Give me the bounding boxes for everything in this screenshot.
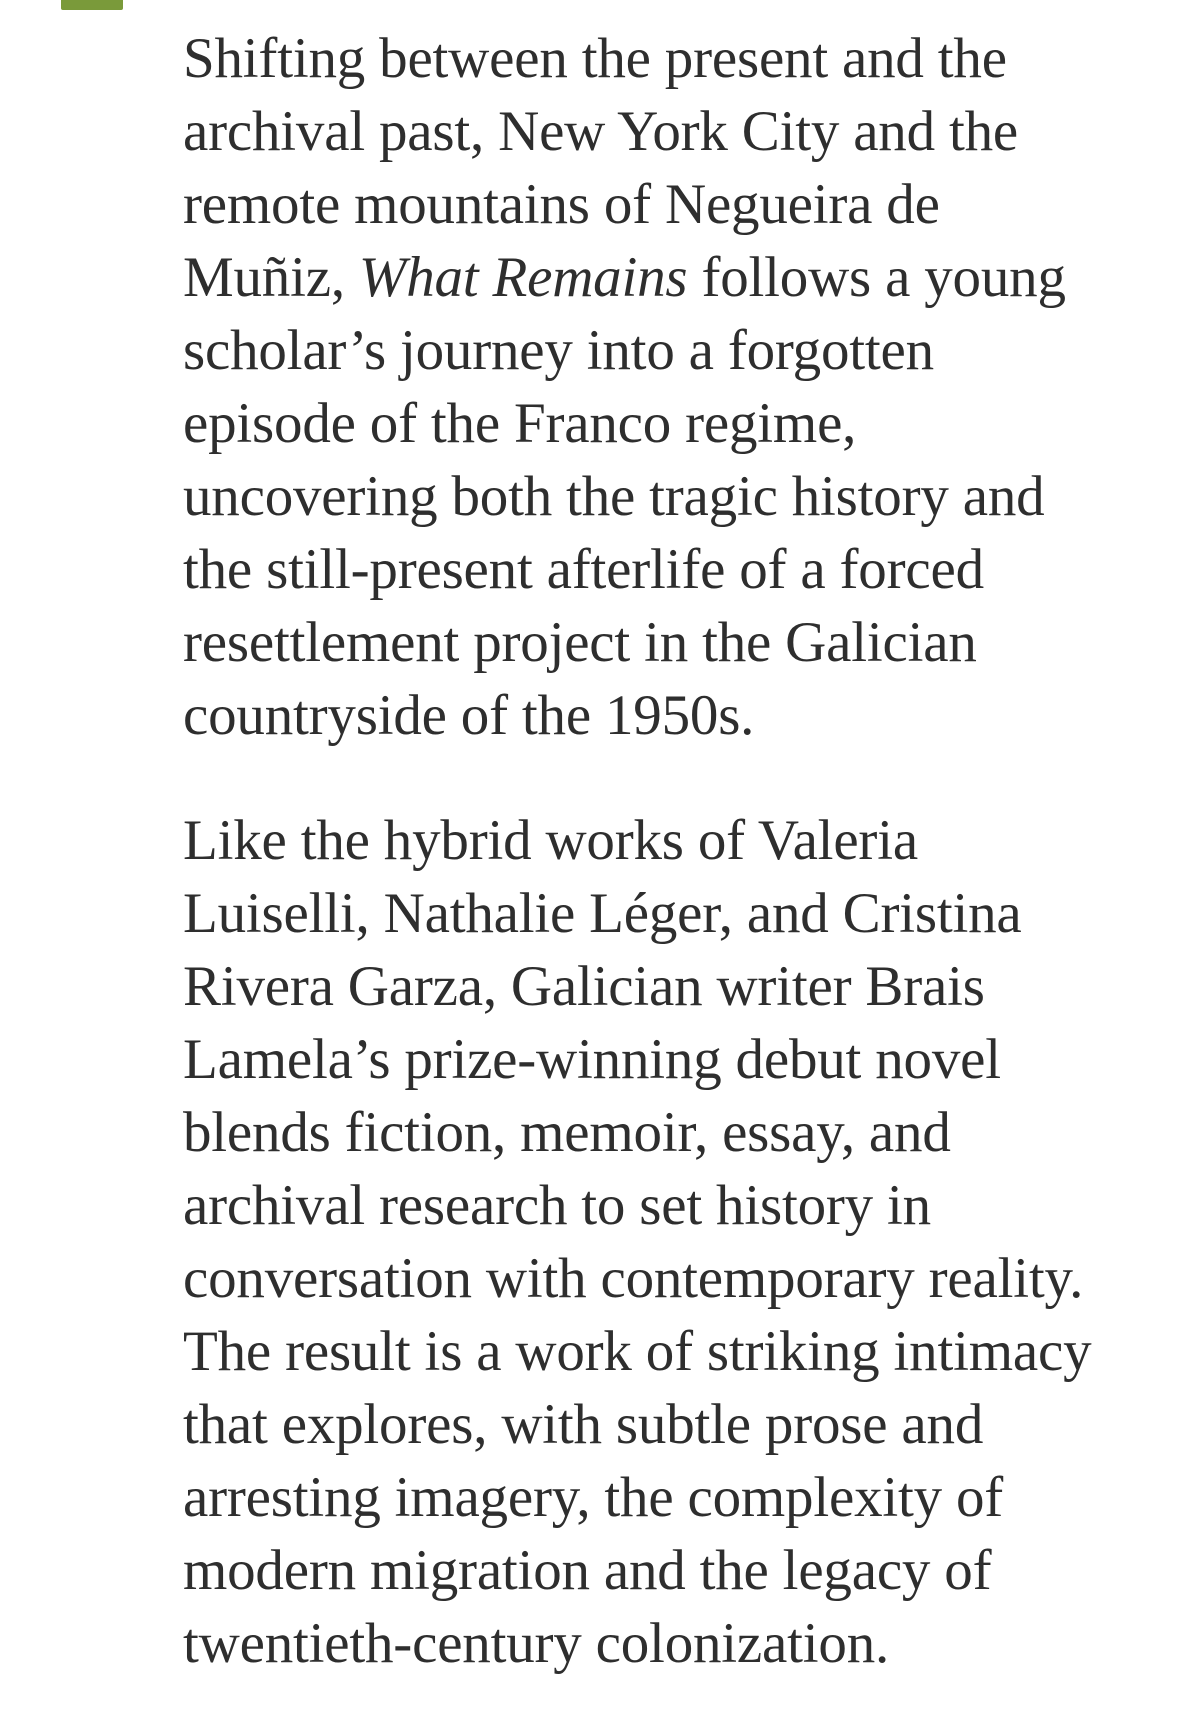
description-paragraph-1 [183, 22, 1103, 752]
paragraph-1-intro: Shifting between the present and the archival past, New York City and the remote mountains of Negueira de Muñiz, [183, 27, 1018, 309]
description-paragraph-2: Like the hybrid works of Valeria Luiselli, Nathalie Léger, and Cristina Rivera Garza, Galician writer Brais Lamela’s prize-winning debut novel blends fiction, memoir, essay, and archival research to set history in conversation with contemporary reality. The result is a work of striking intimacy that explores, with subtle prose and arresting imagery, the complexity of modern migration and the legacy of twentieth-century colonization. [183, 809, 1092, 1675]
book-title: What Remains [358, 246, 688, 309]
book-description [183, 22, 1103, 1732]
section-accent-bar [61, 0, 123, 10]
paragraph-1-rest: follows a young scholar’s journey into a forgotten episode of the Franco regime, uncovering both the tragic history and the still-present afterlife of a forced resettlement project in the Galician countryside of the 1950s. [183, 246, 1066, 747]
